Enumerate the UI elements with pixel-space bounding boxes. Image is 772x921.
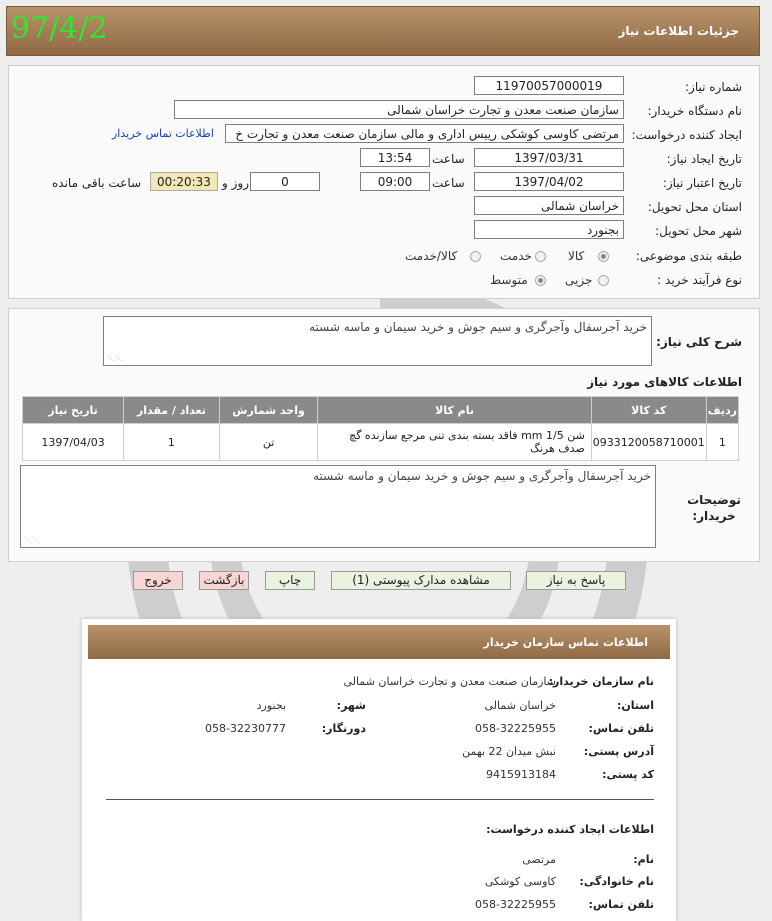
contact-address-value: نبش میدان 22 بهمن [462, 745, 556, 758]
days-label: روز و [222, 176, 249, 190]
create-time-field[interactable]: 13:54 [360, 148, 430, 167]
back-button[interactable]: بازگشت [199, 571, 249, 590]
cell-need-date: 1397/04/03 [23, 424, 124, 461]
contact-city-label: شهر: [336, 699, 366, 712]
creator-name-value: مرتضی [522, 853, 556, 866]
print-button[interactable]: چاپ [265, 571, 315, 590]
create-date-field[interactable]: 1397/03/31 [474, 148, 624, 167]
view-attachments-button[interactable]: مشاهده مدارک پیوستی (1) [331, 571, 511, 590]
contact-province-label: استان: [617, 699, 654, 712]
buyer-notes-label: توضیحات خریدار: [687, 493, 741, 523]
contact-org-value: سازمان صنعت معدن و تجارت خراسان شمالی [343, 675, 556, 688]
buyer-notes-textarea[interactable] [20, 465, 656, 548]
contact-card-header [88, 625, 670, 659]
summary-textarea[interactable] [103, 316, 652, 366]
delivery-province-label: استان محل تحویل: [647, 200, 742, 214]
contact-card-title: اطلاعات تماس سازمان خریدار [483, 636, 648, 649]
exit-button[interactable]: خروج [133, 571, 183, 590]
category-label: طبقه بندی موضوعی: [635, 249, 742, 263]
summary-text: خرید آجرسفال وآجرگری و سیم جوش و خرید سیمان و ماسه شسته [309, 320, 647, 334]
buyer-contact-card [82, 619, 676, 921]
cell-code: 0933120058710001 [591, 424, 706, 461]
contact-fax-label: دورنگار: [321, 722, 366, 735]
buyer-org-field[interactable]: سازمان صنعت معدن و تجارت خراسان شمالی [174, 100, 624, 119]
creator-phone-value: 058-32225955 [475, 898, 556, 911]
delivery-province-field[interactable]: خراسان شمالی [474, 196, 624, 215]
items-section-title: اطلاعات کالاهای مورد نیاز [587, 375, 742, 389]
divider [106, 799, 654, 800]
cell-unit: تن [219, 424, 318, 461]
creator-family-label: نام خانوادگی: [579, 875, 654, 888]
creator-family-value: کاوسی کوشکی [484, 875, 556, 888]
cell-row: 1 [706, 424, 738, 461]
contact-province-value: خراسان شمالی [484, 699, 556, 712]
col-quantity: تعداد / مقدار [124, 397, 220, 424]
page-title: جزئیات اطلاعات نیاز [618, 24, 739, 38]
buyer-notes-text: خرید آجرسفال وآجرگری و سیم جوش و خرید سیمان و ماسه شسته [313, 469, 651, 483]
contact-address-label: آدرس پستی: [583, 745, 654, 758]
create-time-label: ساعت [432, 152, 465, 166]
category-radio-both[interactable] [470, 251, 481, 262]
col-row: ردیف [706, 397, 738, 424]
resize-grip-icon[interactable]: ⋰⋰ [24, 536, 40, 545]
delivery-city-field[interactable]: بجنورد [474, 220, 624, 239]
creator-section-title: اطلاعات ایجاد کننده درخواست: [486, 823, 654, 836]
remaining-days-field[interactable]: 0 [250, 172, 320, 191]
category-radio-service[interactable] [535, 251, 546, 262]
reply-button[interactable]: پاسخ به نیاز [526, 571, 626, 590]
contact-phone-label: تلفن تماس: [588, 722, 654, 735]
purchase-option-minor: جزیی [565, 273, 593, 287]
need-number-label: شماره نیاز: [685, 80, 742, 94]
buyer-contact-link[interactable]: اطلاعات تماس خریدار [112, 127, 214, 140]
category-radio-goods[interactable] [598, 251, 609, 262]
validity-date-label: تاریخ اعتبار نیاز: [662, 176, 742, 190]
contact-city-value: بجنورد [256, 699, 286, 712]
col-code: کد کالا [591, 397, 706, 424]
buyer-org-label: نام دستگاه خریدار: [647, 104, 742, 118]
items-table [22, 396, 739, 461]
purchase-radio-minor[interactable] [598, 275, 609, 286]
remaining-time-field: 00:20:33 [150, 172, 218, 191]
remaining-time-label: ساعت باقی مانده [52, 176, 142, 190]
cell-quantity: 1 [124, 424, 220, 461]
table-row [23, 424, 739, 461]
contact-phone-value: 058-32225955 [475, 722, 556, 735]
col-name: نام کالا [318, 397, 591, 424]
validity-time-field[interactable]: 09:00 [360, 172, 430, 191]
contact-fax-value: 058-32230777 [205, 722, 286, 735]
col-need-date: تاریخ نیاز [23, 397, 124, 424]
contact-postal-value: 9415913184 [486, 768, 556, 781]
category-option-goods: کالا [568, 249, 585, 263]
need-number-field[interactable]: 11970057000019 [474, 76, 624, 95]
validity-date-field[interactable]: 1397/04/02 [474, 172, 624, 191]
create-date-label: تاریخ ایجاد نیاز: [666, 152, 742, 166]
page-header [6, 6, 760, 56]
contact-postal-label: کد پستی: [602, 768, 654, 781]
purchase-option-medium: متوسط [490, 273, 528, 287]
category-option-service: خدمت [500, 249, 532, 263]
delivery-city-label: شهر محل تحویل: [655, 224, 742, 238]
items-table-header [23, 397, 739, 424]
summary-label: شرح کلی نیاز: [656, 335, 742, 349]
requester-label: ایجاد کننده درخواست: [631, 128, 742, 142]
purchase-radio-medium[interactable] [535, 275, 546, 286]
date-stamp: 97/4/2 [11, 11, 108, 46]
category-option-both: کالا/خدمت [405, 249, 458, 263]
creator-name-label: نام: [633, 853, 654, 866]
cell-name: شن 1/5 mm فاقد بسته بندی تنی مرجع سازنده گچ صدف هرنگ [318, 424, 591, 461]
validity-time-label: ساعت [432, 176, 465, 190]
col-unit: واحد شمارش [219, 397, 318, 424]
creator-phone-label: تلفن تماس: [588, 898, 654, 911]
requester-field[interactable]: مرتضی کاوسی کوشکی رییس اداری و مالی سازمان صنعت معدن و تجارت خ [225, 124, 624, 143]
purchase-type-label: نوع فرآیند خرید : [657, 273, 742, 287]
contact-org-label: نام سازمان خریدار: [548, 675, 654, 688]
resize-grip-icon[interactable]: ⋰⋰ [107, 354, 123, 363]
